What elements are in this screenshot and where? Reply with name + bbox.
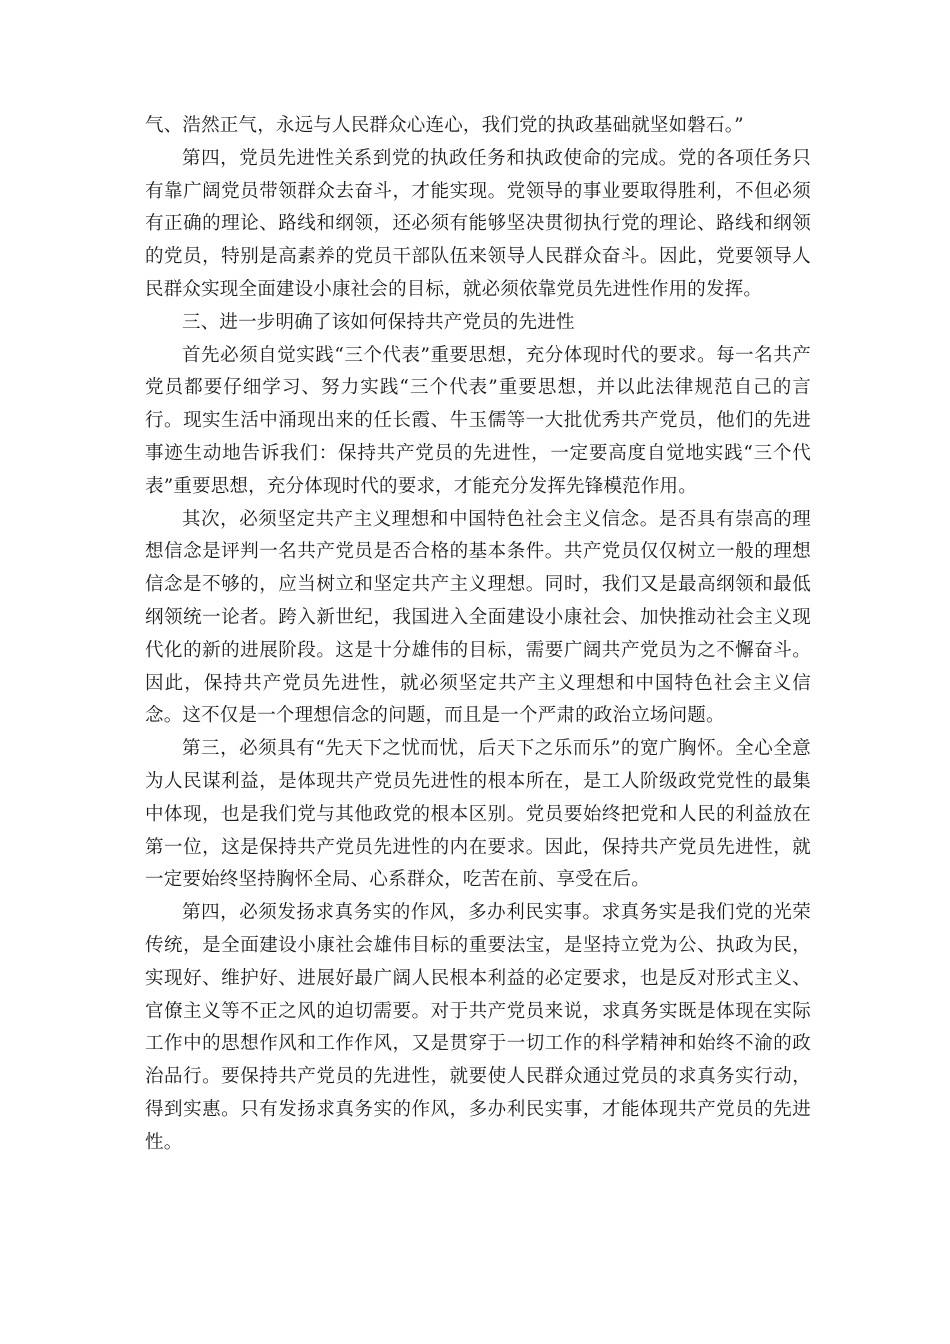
paragraph-fourth: 第四，必须发扬求真务实的作风，多办利民实事。求真务实是我们党的光荣传统，是全面建设小康社会雄伟目标的重要法宝，是坚持立党为公、执政为民，实现好、维护好、进展好最广阔人民根本利益的必定要求，也是反对形式主义、官僚主义等不正之风的迫切需要。对于共产党员来说，求真务实既是体现在实际工作中的思想作风和工作作风，又是贯穿于一切工作的科学精神和始终不渝的政治品行。要保持共产党员的先进性，就要使人民群众通过党员的求真务实行动，得到实惠。只有发扬求真务实的作风，多办利民实事，才能体现共产党员的先进性。 bbox=[145, 902, 811, 1153]
section-heading: 三、进一步明确了该如何保持共产党员的先进性 bbox=[182, 311, 575, 333]
paragraph-first: 首先必须自觉实践“三个代表”重要思想，充分体现时代的要求。每一名共产党员都要仔细学习、努力实践“三个代表”重要思想，并以此法律规范自己的言行。现实生活中涌现出来的任长霞、牛玉儒等一大批优秀共产党员，他们的先进事迹生动地告诉我们：保持共产党员的先进性，一定要高度自觉地实践“三个代表”重要思想，充分体现时代的要求，才能充分发挥先锋模范作用。 bbox=[145, 344, 811, 497]
paragraph-third: 第三，必须具有“先天下之忧而忧，后天下之乐而乐”的宽广胸怀。全心全意为人民谋利益，是体现共产党员先进性的根本所在，是工人阶级政党党性的最集中体现，也是我们党与其他政党的根本区别。党员要始终把党和人民的利益放在第一位，这是保持共产党员先进性的内在要求。因此，保持共产党员先进性，就一定要始终坚持胸怀全局、心系群众，吃苦在前、享受在后。 bbox=[145, 738, 811, 891]
paragraph-continuation: 气、浩然正气，永远与人民群众心连心，我们党的执政基础就坚如磐石。” bbox=[145, 115, 744, 136]
paragraph-second: 其次，必须坚定共产主义理想和中国特色社会主义信念。是否具有崇高的理想信念是评判一名共产党员是否合格的基本条件。共产党员仅仅树立一般的理想信念是不够的，应当树立和坚定共产主义理想。同时，我们又是最高纲领和最低纲领统一论者。跨入新世纪，我国进入全面建设小康社会、加快推动社会主义现代化的新的进展阶段。这是十分雄伟的目标，需要广阔共产党员为之不懈奋斗。因此，保持共产党员先进性，就必须坚定共产主义理想和中国特色社会主义信念。这不仅是一个理想信念的问题，而且是一个严肃的政治立场问题。 bbox=[145, 508, 811, 727]
paragraph-fourth-point: 第四，党员先进性关系到党的执政任务和执政使命的完成。党的各项任务只有靠广阔党员带领群众去奋斗，才能实现。党领导的事业要取得胜利，不但必须有正确的理论、路线和纲领，还必须有能够坚决贯彻执行党的理论、路线和纲领的党员，特别是高素养的党员干部队伍来领导人民群众奋斗。因此，党要领导人民群众实现全面建设小康社会的目标，就必须依靠党员先进性作用的发挥。 bbox=[145, 147, 811, 300]
document-body bbox=[145, 110, 811, 1160]
